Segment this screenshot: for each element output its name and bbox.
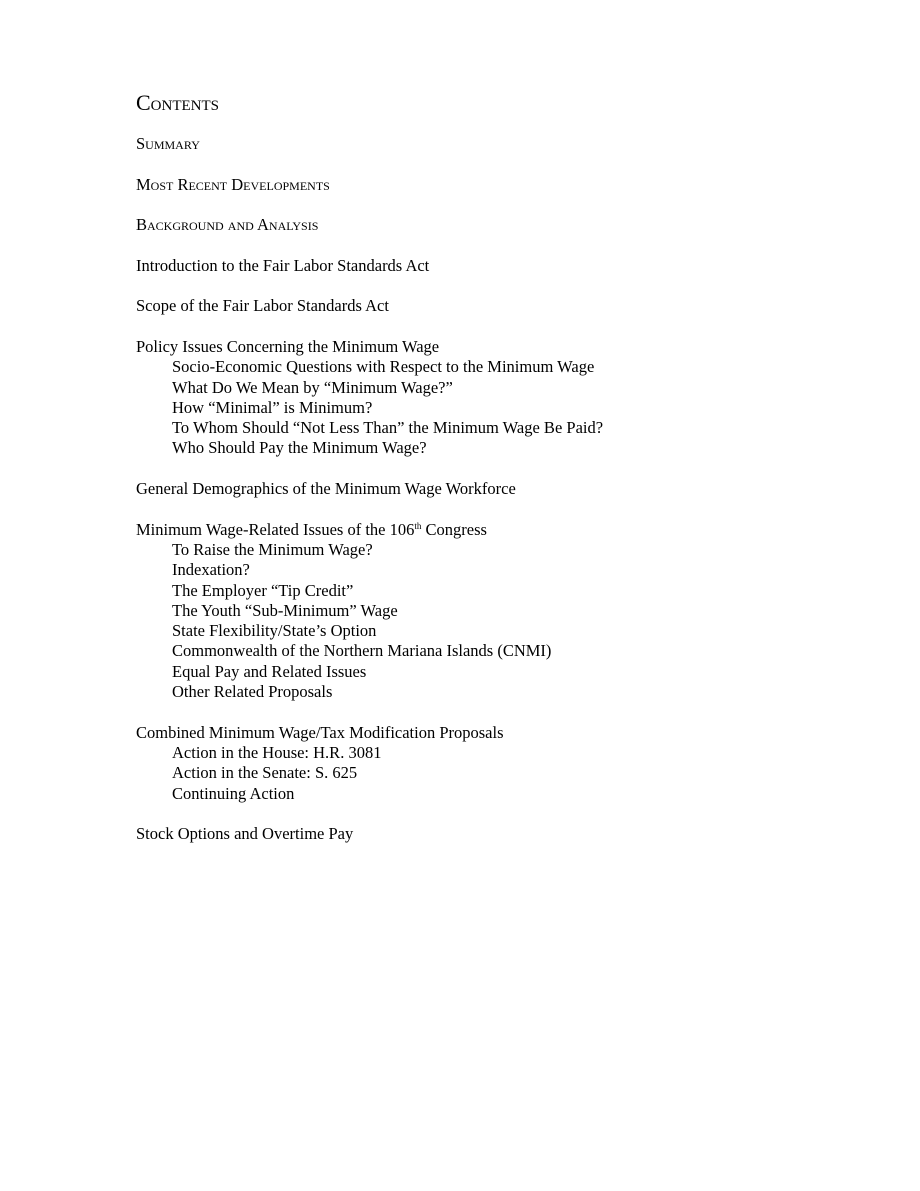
toc-subitem[interactable]: Commonwealth of the Northern Mariana Islands (CNMI) [172, 641, 552, 661]
ordinal-superscript: th [414, 520, 422, 531]
toc-section-106th-congress-issues [136, 520, 876, 703]
toc-subitem[interactable]: Action in the House: H.R. 3081 [172, 742, 382, 762]
toc-section-stock-options [136, 824, 876, 844]
toc-subitem[interactable]: Indexation? [172, 560, 250, 580]
toc-section-scope [136, 296, 876, 316]
toc-subitem[interactable]: The Employer “Tip Credit” [172, 580, 354, 600]
toc-heading[interactable]: General Demographics of the Minimum Wage Workforce [136, 479, 516, 499]
toc-subitem[interactable]: Socio-Economic Questions with Respect to the Minimum Wage [172, 357, 595, 377]
toc-subitem[interactable]: Equal Pay and Related Issues [172, 661, 367, 681]
toc-section-policy-issues [136, 337, 876, 459]
contents-title: Contents [136, 90, 220, 115]
toc-heading[interactable]: Combined Minimum Wage/Tax Modification Proposals [136, 722, 504, 742]
toc-entry-summary[interactable]: Summary [136, 134, 200, 153]
toc-subitem[interactable]: To Whom Should “Not Less Than” the Minimum Wage Be Paid? [172, 418, 604, 438]
toc-subitem[interactable]: Who Should Pay the Minimum Wage? [172, 438, 427, 458]
toc-entry-most-recent-developments[interactable]: Most Recent Developments [136, 174, 330, 194]
toc-entry-background-and-analysis[interactable]: Background and Analysis [136, 215, 319, 235]
heading-text: Congress [421, 519, 487, 539]
toc-section-demographics [136, 479, 876, 499]
toc-subitem[interactable]: State Flexibility/State’s Option [172, 621, 377, 641]
toc-section-tax-proposals [136, 723, 876, 804]
toc-subitem[interactable]: Other Related Proposals [172, 682, 333, 702]
toc-subitem[interactable]: The Youth “Sub-Minimum” Wage [172, 600, 398, 620]
toc-subitem[interactable]: Continuing Action [172, 783, 295, 803]
toc-heading[interactable]: Introduction to the Fair Labor Standards Act [136, 255, 430, 275]
toc-heading[interactable] [136, 520, 876, 540]
heading-text: Minimum Wage-Related Issues of the 106 [136, 519, 415, 539]
toc-subitem[interactable]: How “Minimal” is Minimum? [172, 397, 373, 417]
toc-subitem[interactable]: What Do We Mean by “Minimum Wage?” [172, 377, 453, 397]
toc-heading[interactable]: Scope of the Fair Labor Standards Act [136, 296, 389, 316]
toc-subitem[interactable]: Action in the Senate: S. 625 [172, 763, 358, 783]
toc-heading[interactable]: Policy Issues Concerning the Minimum Wage [136, 336, 440, 356]
toc-subitem[interactable]: To Raise the Minimum Wage? [172, 539, 373, 559]
toc-section-introduction [136, 256, 876, 276]
toc-heading[interactable]: Stock Options and Overtime Pay [136, 824, 354, 844]
table-of-contents [136, 88, 876, 865]
